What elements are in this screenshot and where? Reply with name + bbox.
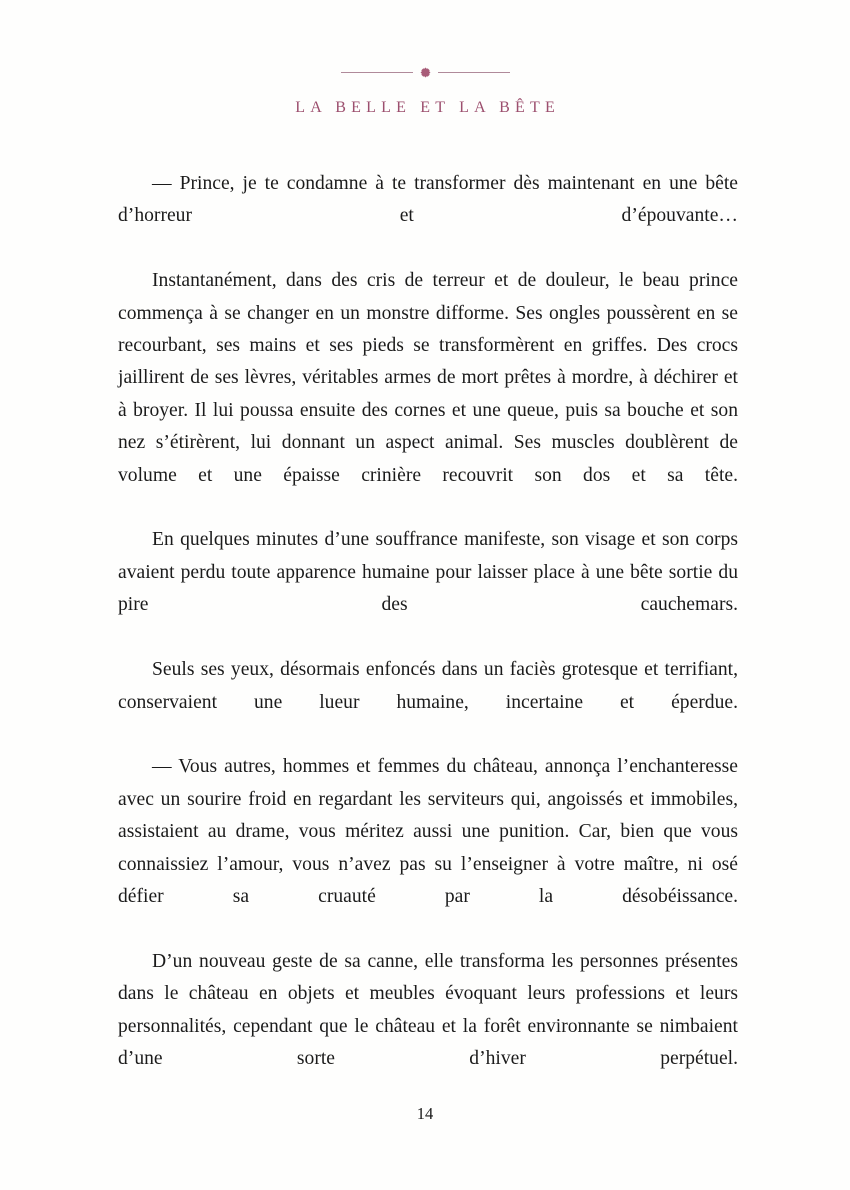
running-head — [0, 62, 850, 116]
paragraph: Instantanément, dans des cris de terreur et de douleur, le beau prince commença à se changer en un monstre difforme. Ses ongles poussèrent en se recourbant, ses mains et ses pieds se transformèrent en griffes. Des crocs jaillirent de ses lèvres, véritables armes de mort prêtes à mordre, à déchirer et à broyer. Il lui poussa ensuite des cornes et une queue, puis sa bouche et son nez s’étirèrent, lui donnant un aspect animal. Ses muscles doublèrent de volume et une épaisse crinière recouvrit son dos et sa tête. — [118, 270, 738, 486]
paragraph: — Vous autres, hommes et femmes du château, annonça l’enchanteresse avec un sourire froid en regardant les serviteurs qui, angoissés et immobiles, assistaient au drame, vous méritez aussi une punition. Car, bien que vous connaissiez l’amour, vous n’avez pas su l’enseigner à votre maître, ni osé défier sa cruauté par la désobéissance. — [118, 756, 738, 907]
body-text — [118, 168, 738, 1108]
ornament — [0, 62, 850, 82]
paragraph: D’un nouveau geste de sa canne, elle transforma les personnes présentes dans le château en objets et meubles évoquant leurs professions et leurs personnalités, cependant que le château et la forêt environnante se nimbaient d’une sorte d’hiver perpétuel. — [118, 950, 738, 1069]
paragraph: — Prince, je te condamne à te transformer dès maintenant en une bête d’horreur et d’épouvante… — [118, 173, 738, 227]
diamond-ornament-icon — [420, 67, 430, 77]
running-title: LA BELLE ET LA BÊTE — [295, 99, 560, 116]
paragraph: En quelques minutes d’une souffrance manifeste, son visage et son corps avaient perdu toute apparence humaine pour laisser place à une bête sortie du pire des cauchemars. — [118, 529, 738, 616]
ornament-rule-left — [341, 72, 413, 73]
ornament-rule-right — [438, 72, 510, 73]
page-number: 14 — [416, 1104, 434, 1123]
paragraph: Seuls ses yeux, désormais enfoncés dans un faciès grotesque et terrifiant, conservaient une lueur humaine, incertaine et éperdue. — [118, 659, 738, 713]
